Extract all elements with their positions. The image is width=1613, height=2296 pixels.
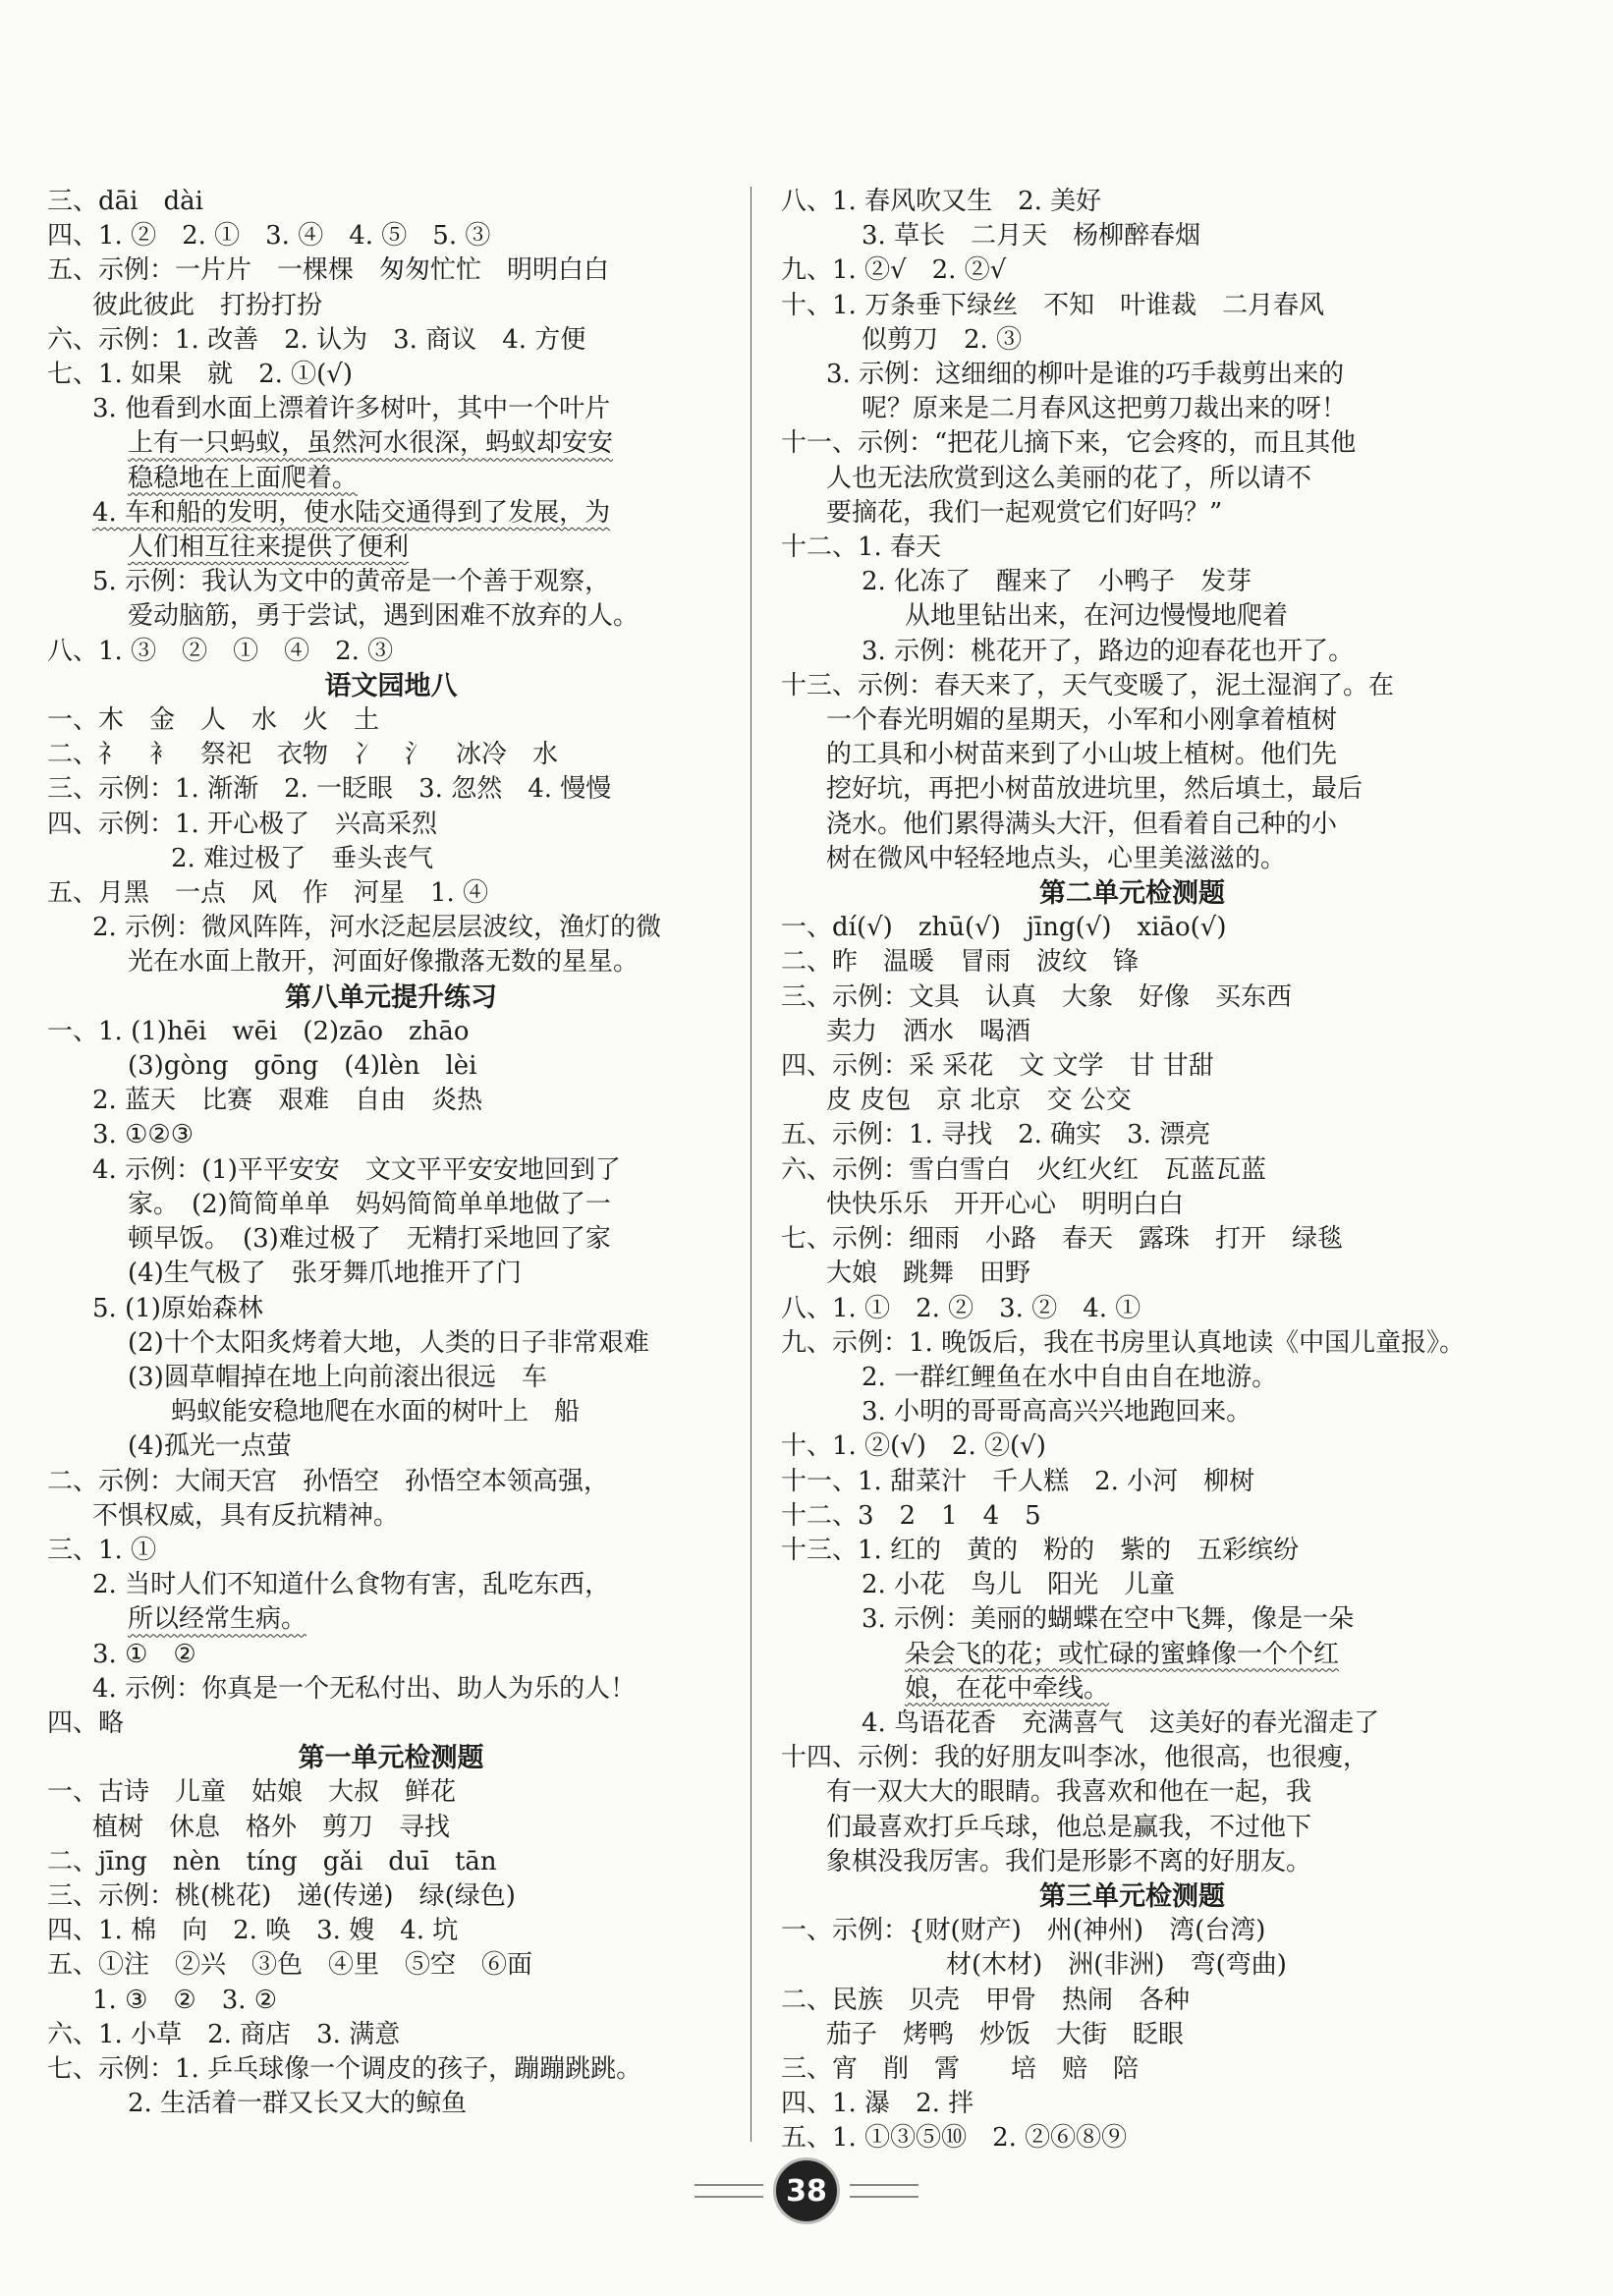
- answer-line: 4. 车和船的发明，使水陆交通得到了发展，为: [92, 497, 611, 528]
- answer-line: 3. ① ②: [92, 1639, 196, 1669]
- answer-line: 光在水面上散开，河面好像撒落无数的星星。: [128, 947, 640, 978]
- answer-line: 四、1. 瀑 2. 拌: [781, 2089, 974, 2119]
- answer-line: 茄子 烤鸭 炒饭 大街 眨眼: [826, 2019, 1185, 2049]
- answer-line: 二、示例：大闹天宫 孙悟空 孙悟空本领高强，: [47, 1466, 610, 1496]
- answer-line: 2. 难过极了 垂头丧气: [171, 843, 434, 873]
- answer-line: 树在微风中轻轻地点头，心里美滋滋的。: [826, 843, 1287, 873]
- answer-line: 一、dí(√) zhū(√) jīng(√) xiāo(√): [781, 913, 1227, 943]
- answer-line: 上有一只蚂蚁，虽然河水很深，蚂蚁却安安: [128, 428, 614, 459]
- answer-line: 七、示例：1. 乒乓球像一个调皮的孩子，蹦蹦跳跳。: [47, 2053, 642, 2084]
- answer-line: 要摘花，我们一起观赏它们好吗？”: [826, 497, 1223, 528]
- answer-line: 材(木材) 洲(非洲) 弯(弯曲): [946, 1950, 1287, 1981]
- answer-line: (2)十个太阳炙烤着大地，人类的日子非常艰难: [128, 1327, 649, 1358]
- answer-line: 八、1. ① 2. ② 3. ② 4. ①: [781, 1293, 1141, 1323]
- answer-line: 八、1. ③ ② ① ④ 2. ③: [47, 636, 394, 666]
- answer-line: 十三、1. 红的 黄的 粉的 紫的 五彩缤纷: [781, 1535, 1300, 1565]
- page-number-badge: [0, 2157, 1613, 2224]
- answer-line: 卖力 洒水 喝酒: [826, 1016, 1031, 1046]
- answer-line: 三、dāi dài: [47, 187, 203, 216]
- answer-line: 人也无法欣赏到这么美丽的花了，所以请不: [826, 463, 1312, 493]
- answer-line: (3)圆草帽掉在地上向前滚出很远 车: [128, 1362, 547, 1392]
- answer-line: 从地里钻出来，在河边慢慢地爬着: [905, 601, 1289, 632]
- section-heading: 第二单元检测题: [1039, 878, 1225, 910]
- answer-line: 一、1. (1)hēi wēi (2)zāo zhāo: [47, 1016, 470, 1046]
- answer-line: 们最喜欢打乒乓球，他总是赢我，不过他下: [826, 1812, 1312, 1842]
- answer-line: 挖好坑，再把小树苗放进坑里，然后填土，最后: [826, 774, 1363, 805]
- answer-line: 二、民族 贝壳 甲骨 热闹 各种: [781, 1985, 1191, 2015]
- answer-line: 4. 鸟语花香 充满喜气 这美好的春光溜走了: [862, 1708, 1380, 1738]
- answer-line: 快快乐乐 开开心心 明明白白: [826, 1189, 1185, 1219]
- answer-line: 爱动脑筋，勇于尝试，遇到困难不放弃的人。: [128, 601, 640, 632]
- answer-line: 2. 化冻了 醒来了 小鸭子 发芽: [862, 567, 1252, 597]
- answer-line: 九、1. ②√ 2. ②√: [781, 255, 1007, 286]
- answer-line: 二、昨 温暖 冒雨 波纹 锋: [781, 947, 1140, 978]
- answer-line: 似剪刀 2. ③: [862, 324, 1023, 355]
- answer-line: 三、示例：文具 认真 大象 好像 买东西: [781, 981, 1293, 1012]
- answer-line: 六、1. 小草 2. 商店 3. 满意: [47, 2019, 401, 2049]
- answer-line: 三、宵 削 霄 培 赔 陪: [781, 2053, 1140, 2084]
- answer-line: 稳稳地在上面爬着。: [128, 463, 359, 493]
- answer-line: 2. 生活着一群又长又大的鲸鱼: [128, 2089, 468, 2119]
- answer-line: 一、古诗 儿童 姑娘 大叔 鲜花: [47, 1777, 457, 1808]
- answer-line: 浇水。他们累得满头大汗，但看着自己种的小: [826, 809, 1338, 839]
- answer-line: 顿早饭。 (3)难过极了 无精打采地回了家: [128, 1224, 611, 1255]
- answer-line: 一、示例：{财(财产) 州(神州) 湾(台湾): [781, 1916, 1266, 1946]
- answer-line: 1. ③ ② 3. ②: [92, 1985, 278, 2015]
- answer-line: (3)gòng gōng (4)lèn lèi: [128, 1051, 477, 1082]
- answer-line: 2. 一群红鲤鱼在水中自由自在地游。: [862, 1362, 1278, 1392]
- answer-line: 象棋没我厉害。我们是形影不离的好朋友。: [826, 1846, 1312, 1876]
- answer-line: 八、1. 春风吹又生 2. 美好: [781, 187, 1102, 216]
- section-heading: 语文园地八: [324, 670, 458, 701]
- answer-line: 植树 休息 格外 剪刀 寻找: [92, 1812, 451, 1842]
- answer-line: 十一、示例：“把花儿摘下来，它会疼的，而且其他: [781, 428, 1357, 459]
- answer-line: 蚂蚁能安稳地爬在水面的树叶上 船: [171, 1397, 581, 1428]
- answer-line: 3. 他看到水面上漂着许多树叶，其中一个叶片: [92, 394, 611, 424]
- answer-line: 家。 (2)简简单单 妈妈简简单单地做了一: [128, 1189, 611, 1219]
- section-heading: 第一单元检测题: [298, 1743, 484, 1774]
- answer-line: 九、示例：1. 晚饭后，我在书房里认真地读《中国儿童报》。: [781, 1327, 1466, 1358]
- answer-line: 2. 小花 鸟儿 阳光 儿童: [862, 1570, 1176, 1600]
- answer-line: 有一双大大的眼睛。我喜欢和他在一起，我: [826, 1777, 1312, 1808]
- answer-line: 四、示例：1. 开心极了 兴高采烈: [47, 809, 438, 839]
- answer-line: 3. 示例：桃花开了，路边的迎春花也开了。: [862, 636, 1355, 666]
- answer-line: 5. (1)原始森林: [92, 1293, 263, 1323]
- answer-line: 2. 蓝天 比赛 艰难 自由 炎热: [92, 1086, 483, 1116]
- answer-line: 三、示例：1. 渐渐 2. 一眨眼 3. 忽然 4. 慢慢: [47, 774, 612, 805]
- answer-line: 三、示例：桃(桃花) 递(传递) 绿(绿色): [47, 1880, 516, 1911]
- answer-line: 四、1. ② 2. ① 3. ④ 4. ⑤ 5. ③: [47, 221, 491, 252]
- answer-line: 五、1. ①③⑤⑩ 2. ②⑥⑧⑨: [781, 2123, 1128, 2154]
- answer-line: 4. 示例：(1)平平安安 文文平平安安地回到了: [92, 1154, 621, 1185]
- answer-line: 4. 示例：你真是一个无私付出、助人为乐的人！: [92, 1673, 637, 1704]
- answer-line: 十一、1. 甜菜汁 千人糕 2. 小河 柳树: [781, 1466, 1255, 1496]
- answer-line: 六、示例：雪白雪白 火红火红 瓦蓝瓦蓝: [781, 1154, 1267, 1185]
- answer-line: 所以经常生病。: [128, 1604, 307, 1635]
- answer-line: 5. 示例：我认为文中的黄帝是一个善于观察，: [92, 567, 611, 597]
- answer-line: 十四、示例：我的好朋友叫李冰，他很高，也很瘦，: [781, 1743, 1369, 1773]
- answer-line: 3. ①②③: [92, 1120, 194, 1150]
- page-number: 38: [773, 2157, 840, 2224]
- answer-line: 娘，在花中牵线。: [905, 1673, 1110, 1704]
- answer-line: 一、木 金 人 水 火 土: [47, 705, 380, 736]
- right-column: [781, 185, 1483, 2156]
- answer-line: 2. 示例：微风阵阵，河水泛起层层波纹，渔灯的微: [92, 913, 662, 943]
- answer-line: 十二、1. 春天: [781, 532, 942, 563]
- answer-line: 七、1. 如果 就 2. ①(√): [47, 360, 353, 390]
- answer-line: 3. 示例：美丽的蝴蝶在空中飞舞，像是一朵: [862, 1604, 1355, 1635]
- answer-line: 五、示例：一片片 一棵棵 匆匆忙忙 明明白白: [47, 255, 610, 286]
- answer-line: 呢？原来是二月春风这把剪刀裁出来的呀！: [862, 394, 1348, 424]
- answer-line: 十、1. 万条垂下绿丝 不知 叶谁裁 二月春风: [781, 290, 1325, 320]
- answer-line: 朵会飞的花；或忙碌的蜜蜂像一个个红: [905, 1639, 1340, 1669]
- answer-line: 十、1. ②(√) 2. ②(√): [781, 1431, 1046, 1462]
- answer-line: 四、略: [47, 1708, 125, 1738]
- answer-line: 二、jīng nèn tíng gǎi duī tān: [47, 1846, 497, 1876]
- answer-line: 四、示例：采 采花 文 文学 甘 甘甜: [781, 1051, 1214, 1082]
- answer-line: 3. 草长 二月天 杨柳醉春烟: [862, 221, 1201, 252]
- answer-line: 彼此彼此 打扮打扮: [92, 290, 323, 320]
- left-column: [47, 185, 735, 2121]
- answer-line: 3. 示例：这细细的柳叶是谁的巧手裁剪出来的: [826, 360, 1345, 390]
- answer-line: 皮 皮包 京 北京 交 公交: [826, 1086, 1132, 1116]
- answer-line: 三、1. ①: [47, 1535, 157, 1565]
- answer-line: 十二、3 2 1 4 5: [781, 1500, 1041, 1531]
- answer-line: 五、①注 ②兴 ③色 ④里 ⑤空 ⑥面: [47, 1950, 533, 1981]
- answer-line: 五、月黑 一点 风 作 河星 1. ④: [47, 878, 489, 909]
- answer-line: 的工具和小树苗来到了小山坡上植树。他们先: [826, 740, 1338, 770]
- section-heading: 第三单元检测题: [1039, 1880, 1225, 1912]
- answer-line: 大娘 跳舞 田野: [826, 1259, 1031, 1289]
- answer-line: 十三、示例：春天来了，天气变暖了，泥土湿润了。在: [781, 670, 1395, 700]
- answer-line: (4)孤光一点萤: [128, 1431, 292, 1462]
- answer-line: 3. 小明的哥哥高高兴兴地跑回来。: [862, 1397, 1252, 1428]
- answer-line: 人们相互往来提供了便利: [128, 532, 410, 563]
- answer-line: 四、1. 棉 向 2. 唤 3. 嫂 4. 坑: [47, 1916, 459, 1946]
- ornament-right: [850, 2184, 918, 2198]
- ornament-left: [695, 2184, 763, 2198]
- answer-line: 七、示例：细雨 小路 春天 露珠 打开 绿毯: [781, 1224, 1344, 1255]
- section-heading: 第八单元提升练习: [285, 981, 497, 1013]
- answer-line: 一个春光明媚的星期天，小军和小刚拿着植树: [826, 705, 1338, 736]
- answer-line: (4)生气极了 张牙舞爪地推开了门: [128, 1259, 522, 1289]
- answer-line: 六、示例：1. 改善 2. 认为 3. 商议 4. 方便: [47, 324, 586, 355]
- answer-line: 五、示例：1. 寻找 2. 确实 3. 漂亮: [781, 1120, 1211, 1150]
- answer-line: 二、礻 衤 祭祀 衣物 冫 氵 冰冷 水: [47, 740, 559, 770]
- answer-line: 不惧权威，具有反抗精神。: [92, 1500, 400, 1531]
- answer-line: 2. 当时人们不知道什么食物有害，乱吃东西，: [92, 1570, 611, 1600]
